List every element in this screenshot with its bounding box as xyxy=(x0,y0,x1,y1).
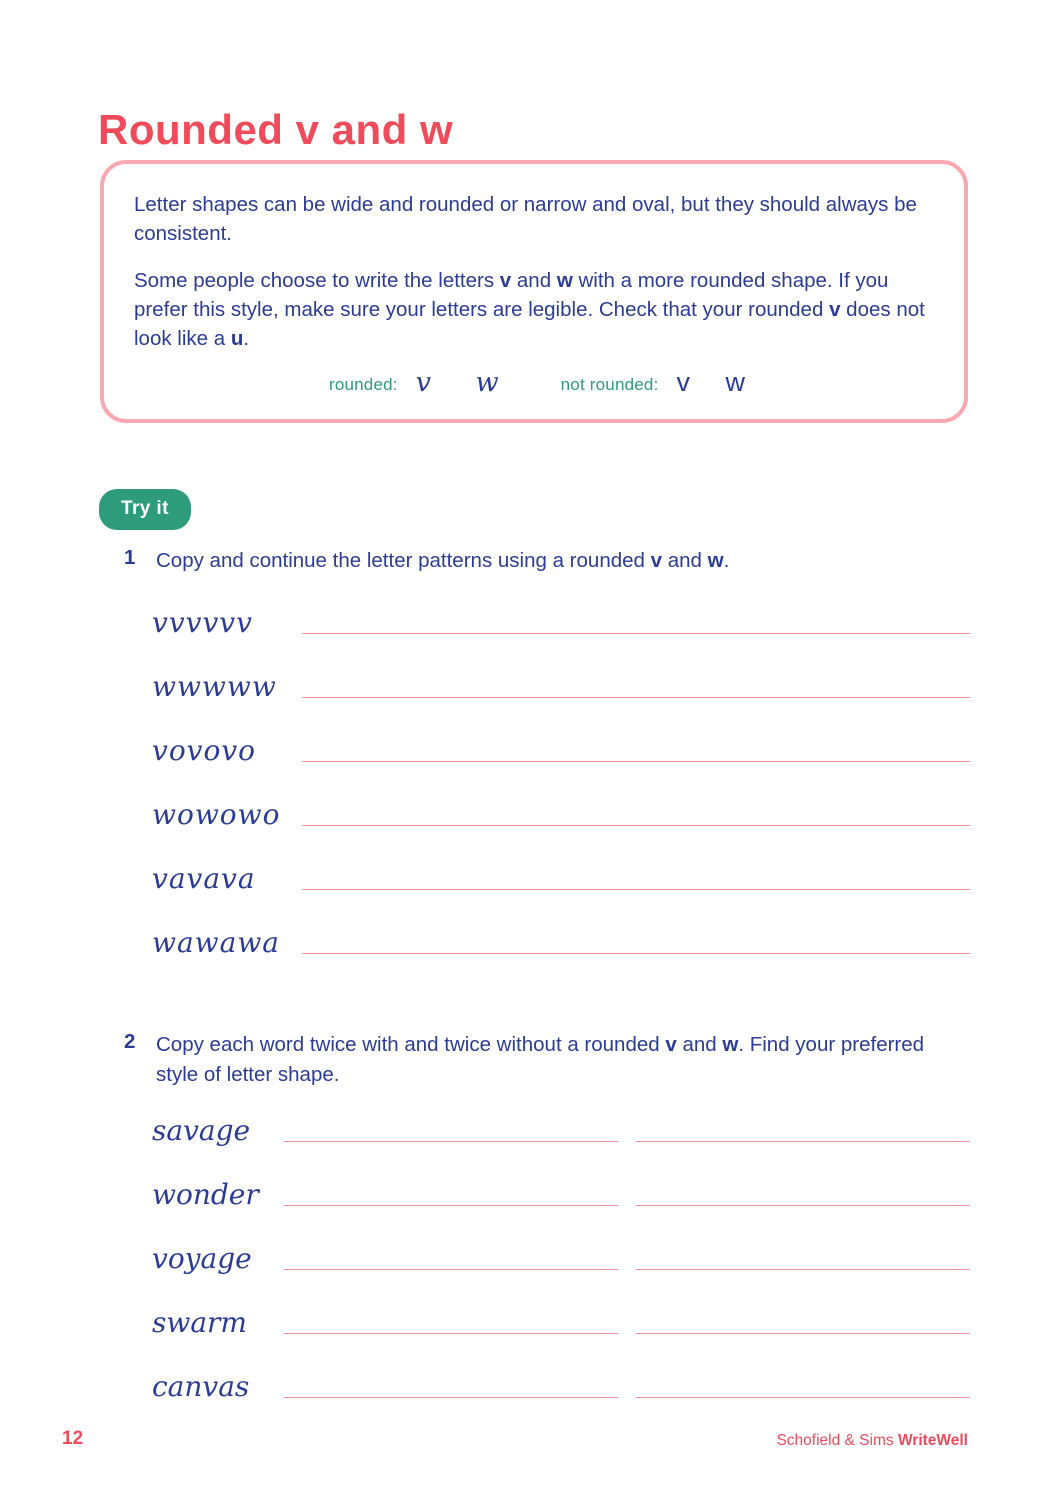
pattern-sample: vvvvvv xyxy=(152,605,253,639)
info-p2-bold-u: u xyxy=(230,327,244,351)
rounded-letters-sample: v w xyxy=(415,366,517,398)
not-rounded-label: not rounded: xyxy=(560,374,659,394)
question-1 xyxy=(124,546,729,576)
info-p2-text-1: Some people choose to write the letters xyxy=(134,269,500,293)
word-row xyxy=(152,1226,970,1290)
pattern-row xyxy=(152,910,970,974)
footer-series: WriteWell xyxy=(897,1432,968,1449)
info-paragraph-2 xyxy=(134,266,934,353)
word-sample: voyage xyxy=(152,1241,252,1275)
pattern-row xyxy=(152,782,970,846)
q1-text-2: and xyxy=(662,549,708,572)
info-p2-bold-v2: v xyxy=(829,298,841,322)
letter-examples-row xyxy=(134,366,934,397)
writing-line[interactable] xyxy=(302,953,970,954)
question-1-number: 1 xyxy=(124,546,136,569)
question-2-number: 2 xyxy=(124,1030,136,1053)
writing-line[interactable] xyxy=(284,1397,618,1398)
writing-line[interactable] xyxy=(302,825,970,826)
pattern-sample: wawawa xyxy=(152,925,280,959)
pattern-rows xyxy=(152,590,970,974)
writing-line[interactable] xyxy=(302,633,970,634)
page-title: Rounded v and w xyxy=(98,106,454,154)
pattern-sample: vavava xyxy=(152,861,256,895)
writing-line[interactable] xyxy=(284,1269,618,1270)
word-row xyxy=(152,1098,970,1162)
question-2-text xyxy=(156,1030,956,1089)
try-it-badge: Try it xyxy=(99,489,191,530)
info-paragraph-1: Letter shapes can be wide and rounded or narrow and oval, but they should always be consistent. xyxy=(134,193,917,246)
writing-line[interactable] xyxy=(302,761,970,762)
rounded-label: rounded: xyxy=(328,374,398,394)
word-sample: wonder xyxy=(152,1177,259,1211)
word-rows xyxy=(152,1098,970,1418)
writing-line[interactable] xyxy=(284,1141,618,1142)
pattern-row xyxy=(152,846,970,910)
pattern-row xyxy=(152,718,970,782)
info-p2-bold-w: w xyxy=(556,269,573,293)
q1-bold-v: v xyxy=(650,549,663,572)
writing-line[interactable] xyxy=(284,1333,618,1334)
word-sample: savage xyxy=(152,1113,251,1147)
info-p2-text-5: . xyxy=(243,327,250,351)
word-sample: swarm xyxy=(152,1305,247,1339)
writing-line[interactable] xyxy=(636,1397,970,1398)
q1-text-1: Copy and continue the letter patterns using a rounded xyxy=(156,549,651,572)
q2-text-1: Copy each word twice with and twice without a rounded xyxy=(156,1033,666,1056)
writing-line[interactable] xyxy=(284,1205,618,1206)
q2-bold-w: w xyxy=(722,1033,739,1056)
pattern-row xyxy=(152,590,970,654)
pattern-sample: wwwww xyxy=(152,669,277,703)
q1-bold-w: w xyxy=(707,549,724,572)
info-p2-text-4: does not look like a xyxy=(134,298,925,351)
q2-text-3: . Find your preferred style of letter shape. xyxy=(156,1033,925,1086)
word-row xyxy=(152,1162,970,1226)
word-sample: canvas xyxy=(152,1369,250,1403)
info-p2-text-3: with a more rounded shape. If you prefer this style, make sure your letters are legible. Check that your rounded xyxy=(134,269,889,322)
question-2 xyxy=(124,1030,956,1089)
question-1-text xyxy=(156,546,729,576)
info-p2-bold-v: v xyxy=(499,269,512,293)
word-row xyxy=(152,1354,970,1418)
footer-publisher: Schofield & Sims xyxy=(776,1432,898,1449)
writing-line[interactable] xyxy=(302,889,970,890)
pattern-sample: wowowo xyxy=(152,797,281,831)
writing-line[interactable] xyxy=(636,1333,970,1334)
pattern-row xyxy=(152,654,970,718)
footer-brand xyxy=(776,1432,968,1450)
pattern-sample: vovovo xyxy=(152,733,257,767)
writing-line[interactable] xyxy=(636,1205,970,1206)
q1-text-3: . xyxy=(723,549,730,572)
writing-line[interactable] xyxy=(302,697,970,698)
info-box xyxy=(100,160,968,423)
info-p2-text-2: and xyxy=(511,269,557,293)
word-row xyxy=(152,1290,970,1354)
not-rounded-letters-sample: v w xyxy=(676,366,760,397)
writing-line[interactable] xyxy=(636,1269,970,1270)
writing-line[interactable] xyxy=(636,1141,970,1142)
q2-text-2: and xyxy=(676,1033,723,1056)
q2-bold-v: v xyxy=(665,1033,677,1056)
page-number: 12 xyxy=(62,1428,84,1449)
